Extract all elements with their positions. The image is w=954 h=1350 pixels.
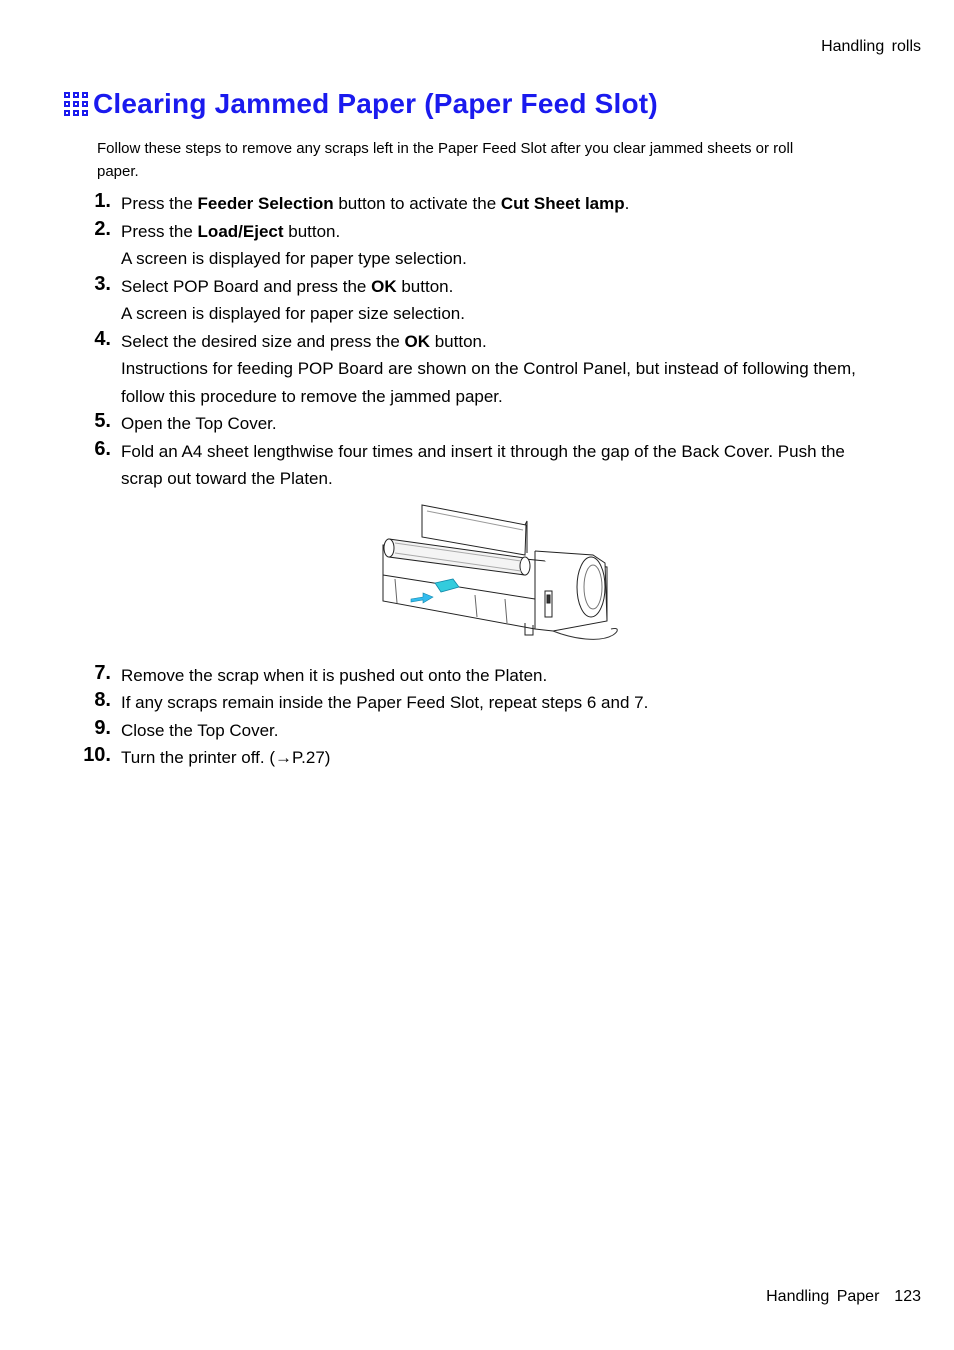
step-text: If any scraps remain inside the Paper Feed Slot, repeat steps 6 and 7. <box>121 693 649 712</box>
step-number: 7. <box>94 661 111 684</box>
step-number: 8. <box>94 689 111 711</box>
steps-list <box>0 190 954 772</box>
title-row <box>64 88 658 120</box>
step-item <box>0 717 954 745</box>
step-item <box>0 218 954 273</box>
step-item <box>0 438 954 493</box>
page-title: Clearing Jammed Paper (Paper Feed Slot) <box>93 88 658 119</box>
running-header: Handling rolls <box>821 38 921 55</box>
page-number: 123 <box>894 1288 921 1305</box>
step-number: 5. <box>94 410 111 432</box>
step-number: 2. <box>94 217 111 240</box>
step-number: 6. <box>94 437 111 460</box>
step-item <box>0 190 954 218</box>
step-number: 3. <box>94 272 111 295</box>
page-footer <box>766 1288 921 1306</box>
step-text: Press the Load/Eject button. <box>121 221 341 241</box>
step-text: Remove the scrap when it is pushed out onto the Platen. <box>121 665 548 685</box>
section-grid-icon <box>64 92 88 116</box>
step-text: Close the Top Cover. <box>121 720 279 740</box>
step-text: Select the desired size and press the OK button. <box>121 331 487 351</box>
step-text: Select POP Board and press the OK button. <box>121 276 454 296</box>
printer-illustration <box>375 503 620 648</box>
step-item <box>0 328 954 411</box>
step-item <box>0 273 954 328</box>
step-item <box>0 662 954 690</box>
step-note: A screen is displayed for paper size selection. <box>121 304 465 323</box>
step-number: 9. <box>94 716 111 739</box>
intro-paragraph: Follow these steps to remove any scraps left in the Paper Feed Slot after you clear jammed sheets or roll paper. <box>97 140 794 180</box>
step-number: 4. <box>94 327 111 350</box>
step-text: Fold an A4 sheet lengthwise four times and insert it through the gap of the Back Cover. Push the scrap out toward the Platen. <box>121 441 845 488</box>
step-number: 1. <box>94 190 111 212</box>
step-note: A screen is displayed for paper type selection. <box>121 249 467 268</box>
step-text: Turn the printer off. (→P.27) <box>121 748 331 767</box>
step-item <box>0 410 954 438</box>
footer-chapter: Handling Paper <box>766 1288 880 1305</box>
step-text: Press the Feeder Selection button to activate the Cut Sheet lamp. <box>121 194 630 213</box>
step-item <box>0 689 954 717</box>
step-number: 10. <box>83 744 111 766</box>
step-text: Open the Top Cover. <box>121 414 277 433</box>
step-note: Instructions for feeding POP Board are shown on the Control Panel, but instead of following them, follow this procedure to remove the jammed paper. <box>121 359 856 406</box>
step-item <box>0 744 954 772</box>
printer-drawing <box>375 503 620 648</box>
